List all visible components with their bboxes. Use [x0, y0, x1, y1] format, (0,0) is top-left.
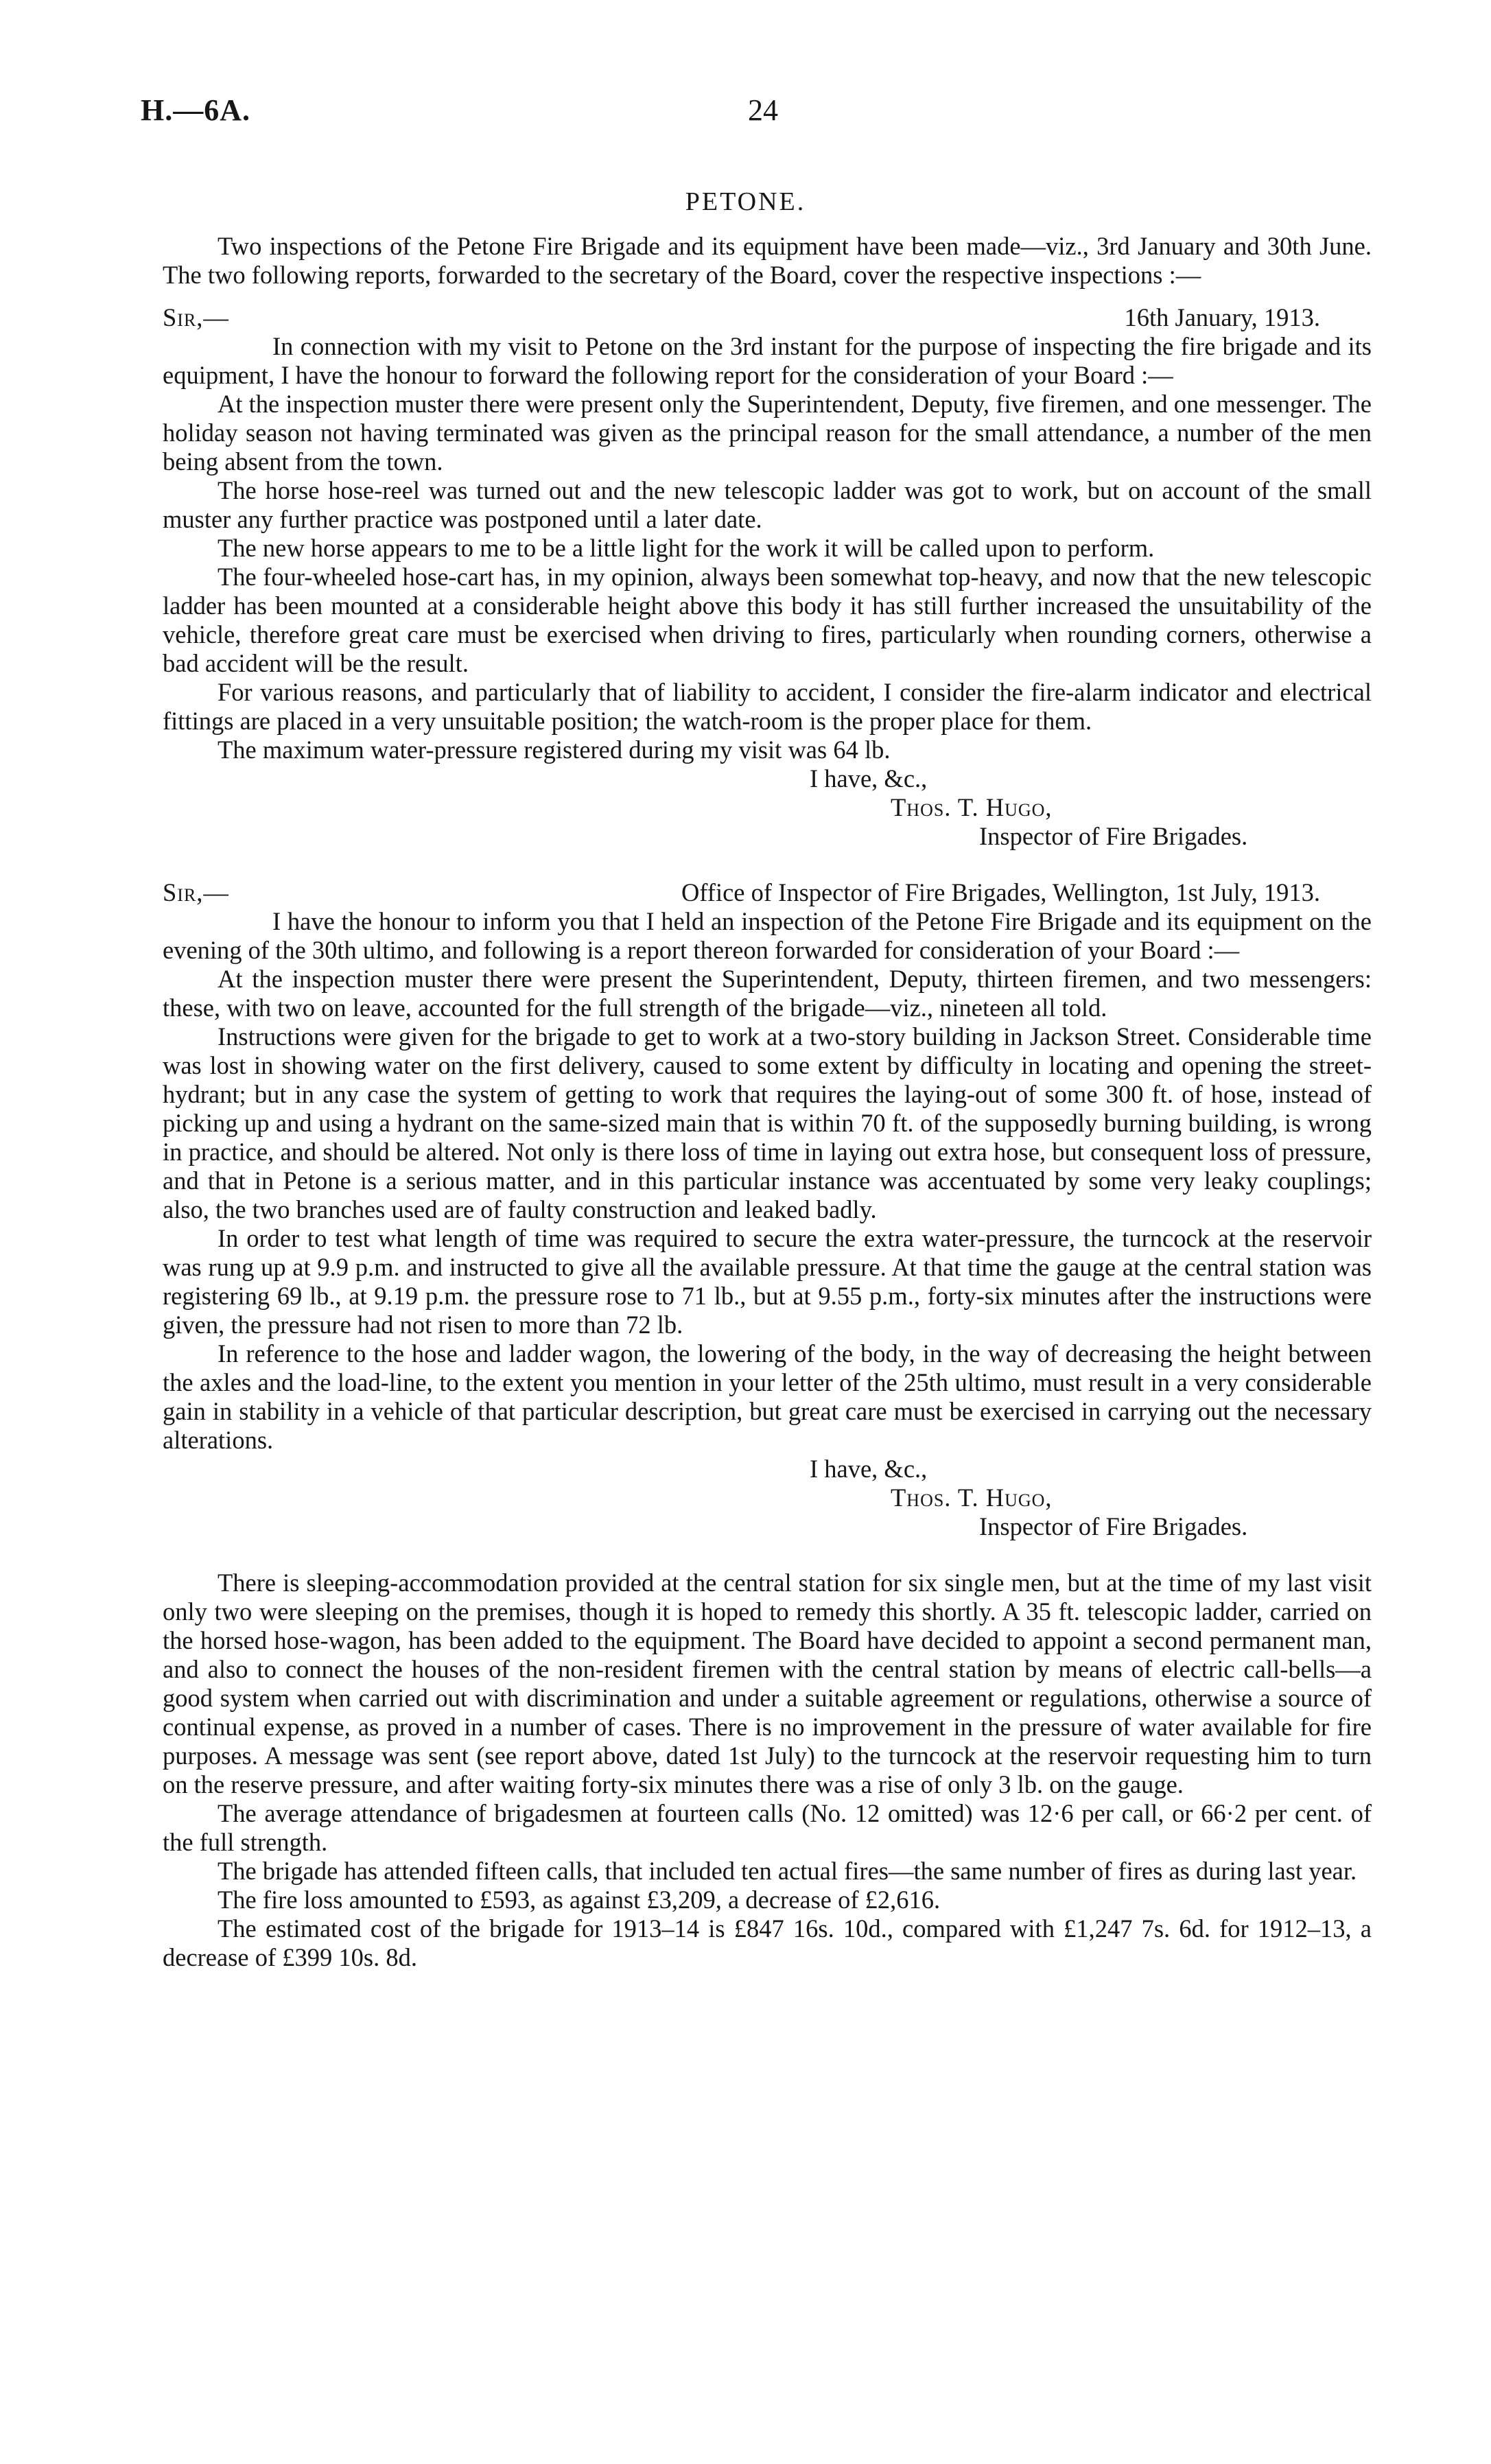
summary-section [163, 1569, 1372, 1972]
letter-2-salutation: Sir,— [163, 878, 229, 906]
letter-1-paragraph: In connection with my visit to Petone on the 3rd instant for the purpose of inspecting the fire brigade and its equipment, I have the honour to forward the following report for the consideration of your Board :— [163, 332, 1372, 389]
summary-paragraph: There is sleeping-accommodation provided at the central station for six single men, but at the time of my last visit only two were sleeping on the premises, though it is hoped to remedy this shortly. A 35 ft. telescopic ladder, carried on the horsed hose-wagon, has been added to the equipment. The Board have decided to appoint a second permanent man, and also to connect the houses of the non-resident firemen with the central station by means of electric call-bells—a good system when carried out with discrimination and under a suitable agreement or regulations, otherwise a source of continual expense, as proved in a number of cases. There is no improvement in the pressure of water available for fire purposes. A message was sent (see report above, dated 1st July) to the turncock at the reservoir requesting him to turn on the reserve pressure, and after waiting forty-six minutes there was a rise of only 3 lb. on the gauge. [163, 1569, 1372, 1798]
letter-1 [163, 303, 1372, 851]
letter-2-paragraph: I have the honour to inform you that I held an inspection of the Petone Fire Brigade and its equipment on the evening of the 30th ultimo, and following is a report thereon forwarded for consideration of your Board :— [163, 907, 1372, 964]
summary-paragraph: The average attendance of brigadesmen at fourteen calls (No. 12 omitted) was 12·6 per call, or 66·2 per cent. of the full strength. [163, 1799, 1372, 1856]
letter-2-paragraph: In order to test what length of time was required to secure the extra water-pressure, the turncock at the reservoir was rung up at 9.9 p.m. and instructed to give all the available pressure. At that time the gauge at the central station was registering 69 lb., at 9.19 p.m. the pressure rose to 71 lb., but at 9.55 p.m., forty-six minutes after the instructions were given, the pressure had not risen to more than 72 lb. [163, 1224, 1372, 1339]
letter-1-paragraph: The horse hose-reel was turned out and the new telescopic ladder was got to work, but on account of the small muster any further practice was postponed until a later date. [163, 476, 1372, 533]
letter-1-header [163, 303, 1372, 332]
letter-2-paragraph: In reference to the hose and ladder wagon, the lowering of the body, in the way of decreasing the height between the axles and the load-line, to the extent you mention in your letter of the 25th ultimo, must result in a very considerable gain in stability in a vehicle of that particular description, but great care must be exercised in carrying out the necessary alterations. [163, 1339, 1372, 1454]
letter-1-signatory-title: Inspector of Fire Brigades. [979, 822, 1248, 850]
letter-2-date: Office of Inspector of Fire Brigades, Wellington, 1st July, 1913. [681, 878, 1320, 906]
summary-paragraph: The fire loss amounted to £593, as against £3,209, a decrease of £2,616. [218, 1886, 941, 1914]
letter-1-closing: I have, &c., [810, 764, 928, 793]
letter-2-closing: I have, &c., [810, 1455, 928, 1483]
parliamentary-paper-reference: H.—6A. [141, 93, 250, 127]
letter-2-paragraph: Instructions were given for the brigade to get to work at a two-story building in Jackson Street. Considerable time was lost in showing water on the first delivery, caused to some extent by difficulty in locating and opening the street-hydrant; but in any case the system of getting to work that requires the laying-out of some 300 ft. of hose, instead of picking up and using a hydrant on the same-sized main that is within 70 ft. of the supposedly burning building, is wrong in practice, and should be altered. Not only is there loss of time in laying out extra hose, but consequent loss of pressure, and that in Petone is a serious matter, and in this particular instance was accentuated by some very leaky couplings; also, the two branches used are of faulty construction and leaked badly. [163, 1022, 1372, 1223]
intro-paragraph: Two inspections of the Petone Fire Brigade and its equipment have been made—viz., 3rd January and 30th June. The two following reports, forwarded to the secretary of the Board, cover the respective inspections :— [163, 232, 1372, 289]
letter-1-date: 16th January, 1913. [1124, 303, 1320, 331]
page-number: 24 [748, 93, 778, 127]
report-body [163, 232, 1372, 1972]
letter-1-paragraph: The maximum water-pressure registered during my visit was 64 lb. [218, 736, 891, 764]
letter-1-paragraph: At the inspection muster there were present only the Superintendent, Deputy, five firemen, and one messenger. The holiday season not having terminated was given as the principal reason for the small attendance, a number of the men being absent from the town. [163, 390, 1372, 476]
summary-paragraph: The estimated cost of the brigade for 1913–14 is £847 16s. 10d., compared with £1,247 7s. 6d. for 1912–13, a decrease of £399 10s. 8d. [163, 1914, 1372, 1971]
letter-2-header [163, 878, 1372, 907]
letter-2 [163, 878, 1372, 1541]
letter-2-signatory-title: Inspector of Fire Brigades. [979, 1512, 1248, 1540]
letter-1-paragraph: The new horse appears to me to be a little light for the work it will be called upon to perform. [218, 534, 1155, 562]
letter-1-paragraph: For various reasons, and particularly that of liability to accident, I consider the fire-alarm indicator and electrical fittings are placed in a very unsuitable position; the watch-room is the proper place for them. [163, 678, 1372, 735]
letter-1-salutation: Sir,— [163, 303, 229, 331]
letter-1-signature: Thos. T. Hugo, [891, 793, 1053, 821]
summary-paragraph: The brigade has attended fifteen calls, that included ten actual fires—the same number of fires as during last year. [218, 1857, 1357, 1885]
section-heading: PETONE. [685, 187, 806, 216]
letter-1-paragraph: The four-wheeled hose-cart has, in my opinion, always been somewhat top-heavy, and now that the new telescopic ladder has been mounted at a considerable height above this body it has still further increased the unsuitability of the vehicle, therefore great care must be exercised when driving to fires, particularly when rounding corners, otherwise a bad accident will be the result. [163, 563, 1372, 677]
letter-2-paragraph: At the inspection muster there were present the Superintendent, Deputy, thirteen firemen, and two messengers: these, with two on leave, accounted for the full strength of the brigade—viz., nineteen all told. [163, 965, 1372, 1022]
letter-2-signature: Thos. T. Hugo, [891, 1483, 1053, 1512]
